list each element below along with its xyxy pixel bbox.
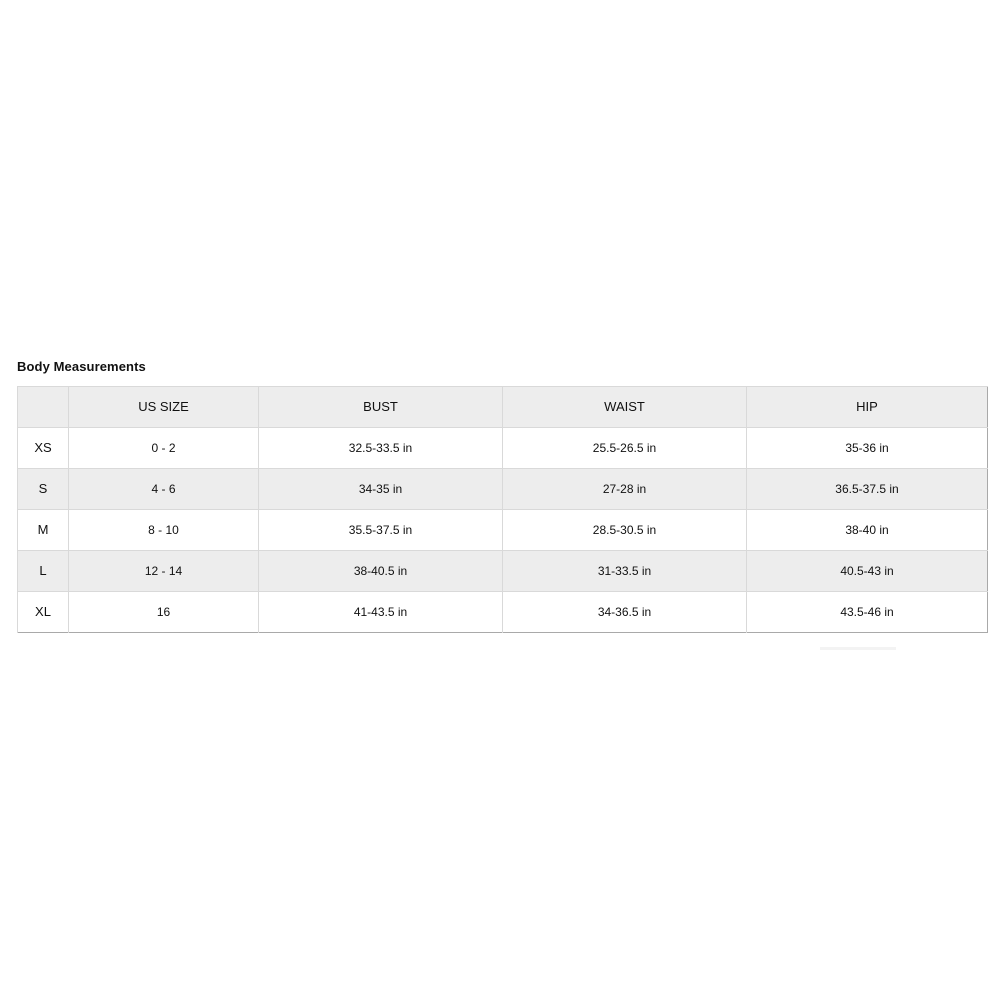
waist-cell: 31-33.5 in <box>503 551 747 592</box>
waist-cell: 25.5-26.5 in <box>503 428 747 469</box>
table-header-row <box>18 387 988 428</box>
header-cell-bust: BUST <box>259 387 503 428</box>
bust-cell: 41-43.5 in <box>259 592 503 633</box>
size-label-cell: L <box>18 551 69 592</box>
us-size-cell: 0 - 2 <box>69 428 259 469</box>
waist-cell: 34-36.5 in <box>503 592 747 633</box>
waist-cell: 27-28 in <box>503 469 747 510</box>
page-title: Body Measurements <box>17 359 146 374</box>
header-cell-blank <box>18 387 69 428</box>
bust-cell: 32.5-33.5 in <box>259 428 503 469</box>
body-measurements-table <box>17 386 988 633</box>
bust-cell: 38-40.5 in <box>259 551 503 592</box>
table-row <box>18 428 988 469</box>
hip-cell: 40.5-43 in <box>747 551 988 592</box>
table-row <box>18 592 988 633</box>
header-cell-waist: WAIST <box>503 387 747 428</box>
us-size-cell: 4 - 6 <box>69 469 259 510</box>
size-label-cell: S <box>18 469 69 510</box>
header-cell-us-size: US SIZE <box>69 387 259 428</box>
decorative-faint-mark <box>820 647 896 650</box>
hip-cell: 38-40 in <box>747 510 988 551</box>
size-label-cell: M <box>18 510 69 551</box>
hip-cell: 43.5-46 in <box>747 592 988 633</box>
header-cell-hip: HIP <box>747 387 988 428</box>
table-row <box>18 551 988 592</box>
size-label-cell: XL <box>18 592 69 633</box>
table-row <box>18 510 988 551</box>
bust-cell: 34-35 in <box>259 469 503 510</box>
us-size-cell: 16 <box>69 592 259 633</box>
size-label-cell: XS <box>18 428 69 469</box>
hip-cell: 36.5-37.5 in <box>747 469 988 510</box>
bust-cell: 35.5-37.5 in <box>259 510 503 551</box>
waist-cell: 28.5-30.5 in <box>503 510 747 551</box>
table-row <box>18 469 988 510</box>
us-size-cell: 8 - 10 <box>69 510 259 551</box>
hip-cell: 35-36 in <box>747 428 988 469</box>
us-size-cell: 12 - 14 <box>69 551 259 592</box>
